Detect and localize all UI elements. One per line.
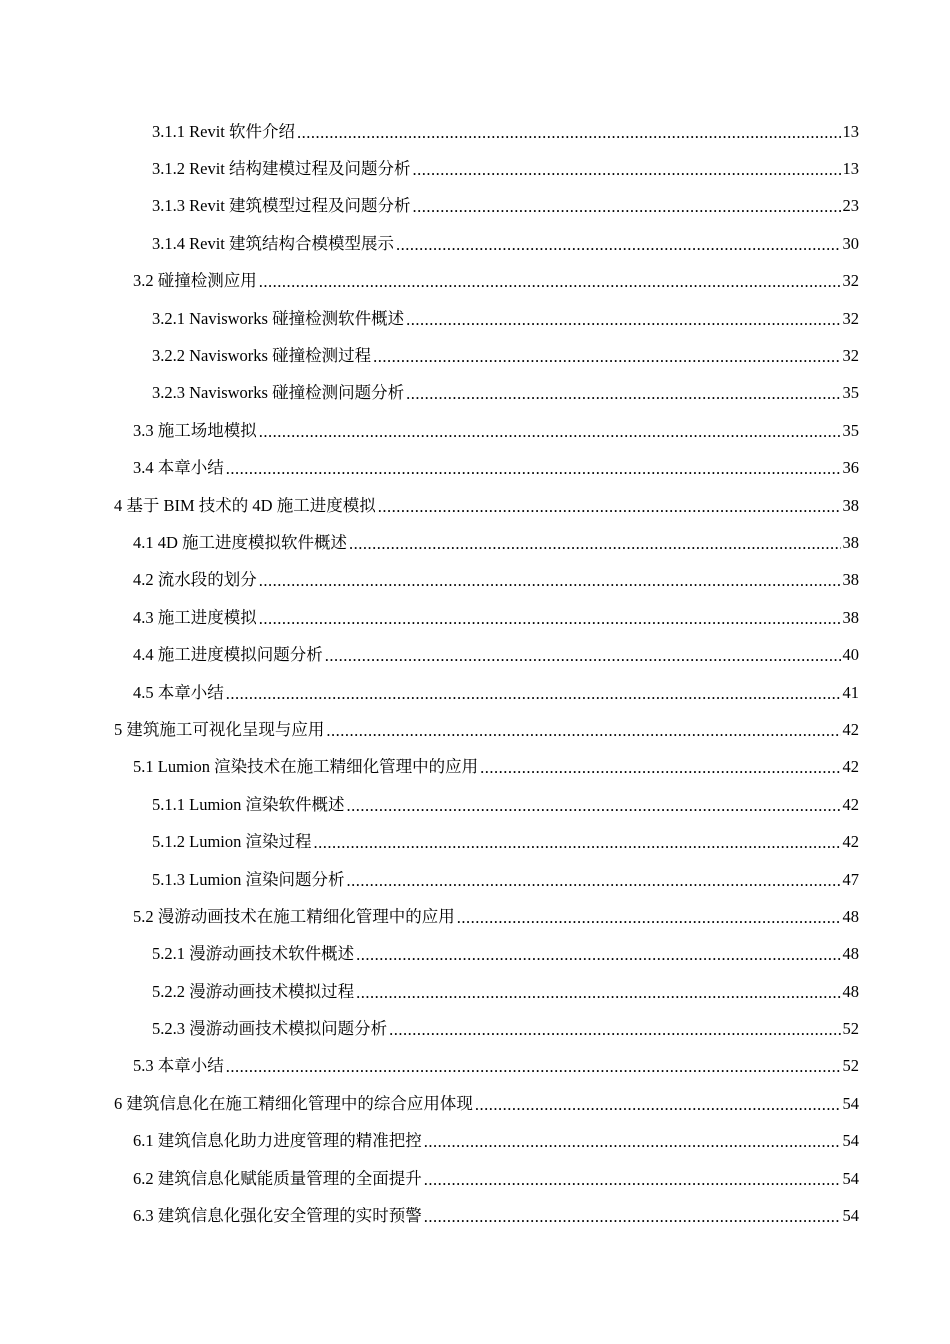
toc-entry-title: 5.3 本章小结 [133,1056,224,1076]
toc-entry-title: 4.1 4D 施工进度模拟软件概述 [133,532,348,552]
toc-entry-page-number: 32 [842,346,859,366]
toc-entry[interactable] [0,487,950,524]
toc-entry-page-number: 32 [842,271,859,291]
toc-entry[interactable] [0,225,950,262]
toc-entry-page-number: 38 [842,607,859,627]
toc-entry-page-number: 48 [842,981,859,1001]
toc-dot-leader [413,197,841,217]
toc-dot-leader [347,871,841,891]
toc-entry[interactable] [0,749,950,786]
toc-entry-title: 5 建筑施工可视化呈现与应用 [114,719,325,739]
toc-dot-leader [297,123,841,143]
toc-dot-leader [406,310,840,330]
toc-entry[interactable] [0,113,950,150]
toc-entry-page-number: 32 [842,308,859,328]
toc-dot-leader [226,459,841,479]
toc-entry-title: 3.2.1 Navisworks 碰撞检测软件概述 [152,308,405,328]
toc-dot-leader [259,272,841,292]
toc-entry-title: 3.1.2 Revit 结构建模过程及问题分析 [152,159,411,179]
toc-entry-title: 3.3 施工场地模拟 [133,420,257,440]
toc-entry-title: 6.3 建筑信息化强化安全管理的实时预警 [133,1206,422,1226]
toc-entry[interactable] [0,1197,950,1234]
toc-entry-page-number: 23 [842,196,859,216]
toc-entry-page-number: 36 [842,458,859,478]
toc-entry-title: 5.2 漫游动画技术在施工精细化管理中的应用 [133,906,455,926]
toc-entry-page-number: 30 [842,233,859,253]
toc-entry[interactable] [0,188,950,225]
toc-entry[interactable] [0,375,950,412]
toc-dot-leader [396,235,841,255]
toc-entry[interactable] [0,786,950,823]
toc-entry-page-number: 13 [842,121,859,141]
toc-entry-page-number: 13 [842,159,859,179]
toc-entry[interactable] [0,562,950,599]
toc-entry-title: 4.3 施工进度模拟 [133,607,257,627]
table-of-contents [0,113,950,1235]
toc-entry-title: 3.2.3 Navisworks 碰撞检测问题分析 [152,383,405,403]
toc-dot-leader [356,983,840,1003]
toc-entry[interactable] [0,337,950,374]
toc-dot-leader [314,833,841,853]
toc-entry-page-number: 41 [842,682,859,702]
toc-entry-page-number: 54 [842,1168,859,1188]
toc-dot-leader [259,571,841,591]
toc-entry[interactable] [0,674,950,711]
toc-dot-leader [226,1057,841,1077]
toc-entry[interactable] [0,412,950,449]
toc-entry-page-number: 48 [842,906,859,926]
toc-entry-title: 5.2.1 漫游动画技术软件概述 [152,944,355,964]
toc-entry-page-number: 35 [842,420,859,440]
toc-entry-page-number: 42 [842,719,859,739]
toc-entry[interactable] [0,1048,950,1085]
toc-entry-title: 3.1.4 Revit 建筑结构合模模型展示 [152,233,394,253]
toc-dot-leader [424,1207,841,1227]
toc-entry-page-number: 38 [842,495,859,515]
toc-entry-title: 3.4 本章小结 [133,458,224,478]
toc-entry[interactable] [0,1085,950,1122]
toc-entry[interactable] [0,898,950,935]
toc-entry-page-number: 42 [842,832,859,852]
toc-entry-title: 4.4 施工进度模拟问题分析 [133,645,323,665]
toc-entry-title: 4 基于 BIM 技术的 4D 施工进度模拟 [114,495,376,515]
toc-entry-title: 6.2 建筑信息化赋能质量管理的全面提升 [133,1168,422,1188]
toc-dot-leader [259,609,841,629]
toc-dot-leader [424,1132,841,1152]
toc-entry-page-number: 54 [842,1093,859,1113]
toc-entry[interactable] [0,300,950,337]
toc-dot-leader [347,796,841,816]
toc-entry-page-number: 40 [842,645,859,665]
toc-entry[interactable] [0,711,950,748]
toc-entry[interactable] [0,150,950,187]
toc-dot-leader [475,1095,841,1115]
toc-entry-page-number: 47 [842,869,859,889]
toc-entry-title: 5.2.2 漫游动画技术模拟过程 [152,981,355,1001]
toc-entry[interactable] [0,599,950,636]
toc-dot-leader [389,1020,840,1040]
toc-dot-leader [413,160,841,180]
toc-dot-leader [356,945,840,965]
toc-dot-leader [480,758,840,778]
toc-entry-title: 3.1.3 Revit 建筑模型过程及问题分析 [152,196,411,216]
toc-dot-leader [349,534,840,554]
toc-entry[interactable] [0,1123,950,1160]
toc-entry-title: 5.1.3 Lumion 渲染问题分析 [152,869,345,889]
toc-entry[interactable] [0,1010,950,1047]
toc-entry-title: 3.2.2 Navisworks 碰撞检测过程 [152,346,372,366]
toc-entry-title: 4.2 流水段的划分 [133,570,257,590]
toc-entry-page-number: 38 [842,532,859,552]
toc-dot-leader [326,721,840,741]
toc-dot-leader [406,384,840,404]
toc-entry-page-number: 42 [842,757,859,777]
toc-entry-page-number: 52 [842,1056,859,1076]
toc-entry[interactable] [0,823,950,860]
toc-entry-page-number: 38 [842,570,859,590]
toc-dot-leader [424,1170,841,1190]
toc-entry-title: 5.1.1 Lumion 渲染软件概述 [152,794,345,814]
toc-entry-title: 6.1 建筑信息化助力进度管理的精准把控 [133,1131,422,1151]
toc-dot-leader [378,497,841,517]
toc-dot-leader [325,646,841,666]
toc-dot-leader [373,347,840,367]
toc-entry[interactable] [0,524,950,561]
toc-entry-page-number: 35 [842,383,859,403]
toc-entry-title: 4.5 本章小结 [133,682,224,702]
toc-entry-title: 5.1.2 Lumion 渲染过程 [152,832,312,852]
toc-dot-leader [259,422,841,442]
toc-entry-page-number: 52 [842,1019,859,1039]
toc-entry[interactable] [0,861,950,898]
toc-entry-page-number: 48 [842,944,859,964]
toc-entry-title: 3.2 碰撞检测应用 [133,271,257,291]
toc-entry-title: 6 建筑信息化在施工精细化管理中的综合应用体现 [114,1093,473,1113]
toc-entry-title: 5.1 Lumion 渲染技术在施工精细化管理中的应用 [133,757,479,777]
toc-entry[interactable] [0,636,950,673]
toc-dot-leader [457,908,841,928]
toc-entry[interactable] [0,936,950,973]
toc-entry-page-number: 54 [842,1131,859,1151]
toc-entry[interactable] [0,973,950,1010]
toc-entry-title: 5.2.3 漫游动画技术模拟问题分析 [152,1019,388,1039]
toc-dot-leader [226,684,841,704]
toc-entry[interactable] [0,263,950,300]
toc-entry[interactable] [0,450,950,487]
toc-entry-title: 3.1.1 Revit 软件介绍 [152,121,295,141]
toc-entry[interactable] [0,1160,950,1197]
toc-entry-page-number: 54 [842,1206,859,1226]
toc-entry-page-number: 42 [842,794,859,814]
